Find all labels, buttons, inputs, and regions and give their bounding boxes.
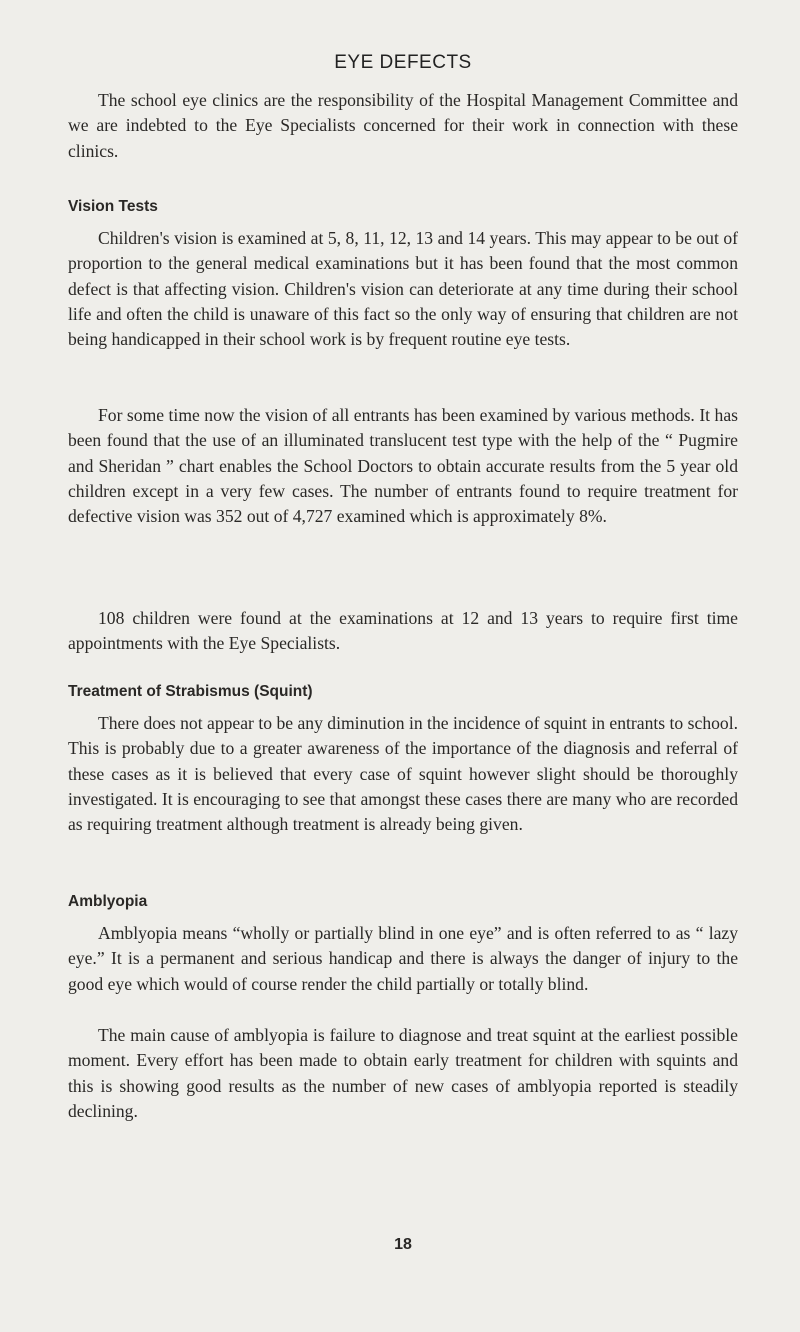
section-heading-strabismus: Treatment of Strabismus (Squint): [68, 683, 313, 700]
paragraph: For some time now the vision of all entrants has been examined by various methods. It has been found that the use of an illuminated translucent test type with the help of the “ Pugmire and Sheridan ” chart enables the School Doctors to obtain accurate results from the 5 year old children except in a very few cases. The number of entrants found to require treatment for defective vision was 352 out of 4,727 examined which is approximately 8%.: [68, 405, 738, 527]
paragraph: Amblyopia means “wholly or partially blind in one eye” and is often referred to as “ lazy eye.” It is a permanent and serious handicap and there is always the danger of injury to the good eye which would of course render the child partially or totally blind.: [68, 923, 738, 994]
section-heading-amblyopia: Amblyopia: [68, 893, 148, 910]
page-title: EYE DEFECTS: [334, 52, 472, 73]
paragraph: 108 children were found at the examinations at 12 and 13 years to require first time appointments with the Eye Specialists.: [68, 608, 738, 654]
paragraph: The main cause of amblyopia is failure to diagnose and treat squint at the earliest possible moment. Every effort has been made to obtain early treatment for children with squints and this is showing good results as the number of new cases of amblyopia reported is steadily declining.: [68, 1025, 738, 1121]
paragraph: Children's vision is examined at 5, 8, 11, 12, 13 and 14 years. This may appear to be out of proportion to the general medical examinations but it has been found that the most common defect is that affecting vision. Children's vision can deteriorate at any time during their school life and often the child is unaware of this fact so the only way of ensuring that children are not being handicapped in their school work is by frequent routine eye tests.: [68, 228, 738, 350]
page-number: 18: [394, 1236, 412, 1253]
intro-paragraph: The school eye clinics are the responsibility of the Hospital Management Committee and we are indebted to the Eye Specialists concerned for their work in connection with these clinics.: [68, 90, 738, 161]
paragraph: There does not appear to be any diminution in the incidence of squint in entrants to school. This is probably due to a greater awareness of the importance of the diagnosis and referral of these cases as it is believed that every case of squint however slight should be thoroughly investigated. It is encouraging to see that amongst these cases there are many who are recorded as requiring treatment although treatment is already being given.: [68, 713, 738, 835]
section-heading-vision-tests: Vision Tests: [68, 198, 158, 215]
